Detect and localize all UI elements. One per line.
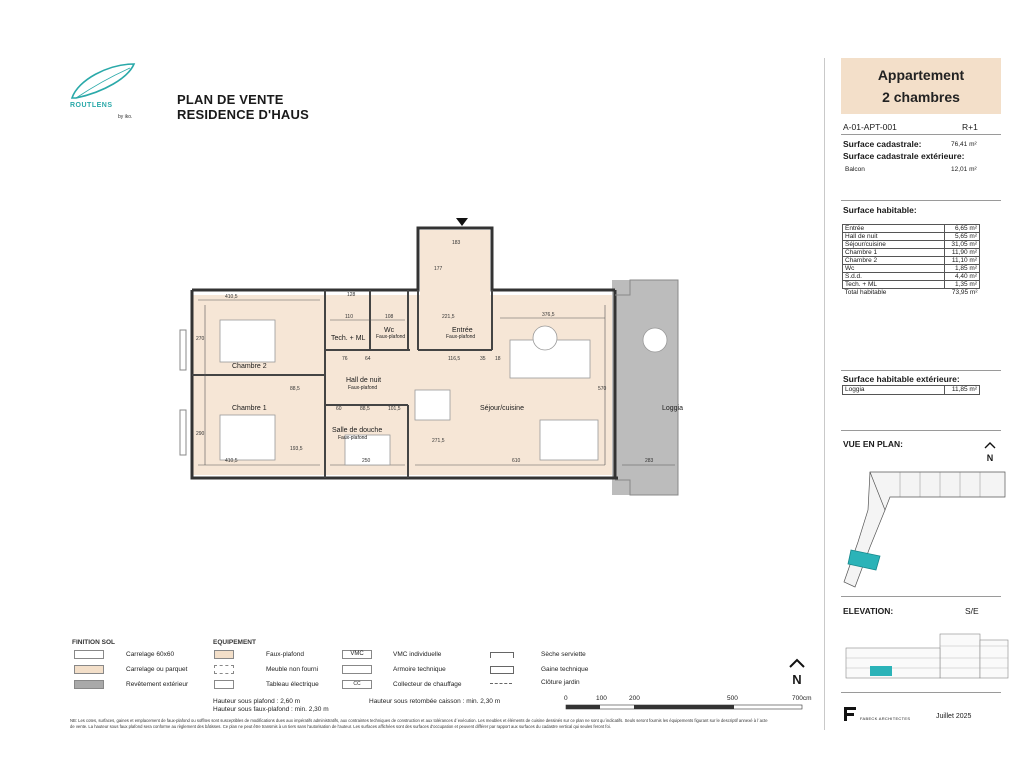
- surface-name: Séjour/cuisine: [843, 241, 945, 249]
- right-panel-separator: [824, 58, 825, 730]
- surface-habitable-title: Surface habitable:: [843, 205, 917, 215]
- dim-label: 60: [336, 406, 342, 412]
- legend-equip-5: Armoire technique: [393, 666, 446, 673]
- dim-label: 183: [452, 240, 461, 246]
- dim-label: 271,5: [432, 438, 445, 444]
- balcon-label: Balcon: [845, 166, 865, 173]
- surface-name: S.d.d.: [843, 273, 945, 281]
- legend-equip-8: Gaine technique: [541, 666, 589, 673]
- divider: [841, 692, 1001, 693]
- surface-name: Wc: [843, 265, 945, 273]
- divider: [841, 370, 1001, 371]
- surface-value: 11,90 m²: [945, 249, 980, 257]
- hauteur-plafond: Hauteur sous plafond : 2,60 m: [213, 698, 301, 705]
- dim-label: 193,5: [290, 446, 303, 452]
- surface-name: Tech. + ML: [843, 281, 945, 289]
- room-entree-sub: Faux-plafond: [446, 334, 476, 340]
- dim-label: 35: [480, 356, 486, 362]
- room-wc: Wc: [384, 327, 395, 334]
- bed-chambre1: [220, 415, 275, 460]
- architect-f-icon: [843, 706, 857, 722]
- vue-north-letter: N: [986, 453, 994, 463]
- gaine-icon: [490, 666, 514, 674]
- tag-vmc: VMC: [342, 650, 372, 659]
- surface-value: 11,10 m²: [945, 257, 980, 265]
- legal-note-line1: NB: Les cotes, surfaces, gaines et emplacement de faux-plafond ou soffites sont susceptibles de modifications dues aux impératifs administratifs, aux contraintes techniques de construction et aux tolérances d´exécution. Les meubles et éléments de cuisine dessinés sur ce plan ne sont qu´indicatifs. Seuls seront fournis les équipements figurant sur le descriptif annexé à l´acte: [70, 718, 768, 723]
- legend-finition-title: FINITION SOL: [72, 639, 115, 646]
- page-title: [177, 92, 309, 122]
- surface-value: 1,35 m²: [945, 281, 980, 289]
- tag-armoire: [342, 665, 372, 674]
- legend-north: [789, 655, 805, 687]
- scale-bar: [560, 704, 810, 712]
- room-sejour: Séjour/cuisine: [480, 405, 524, 412]
- room-sdd-sub: Faux-plafond: [338, 435, 368, 441]
- north-arrow-icon: [789, 658, 805, 668]
- swatch-carrelage: [74, 650, 104, 659]
- surface-name: Chambre 1: [843, 249, 945, 257]
- room-hall: Hall de nuit: [346, 377, 382, 384]
- apartment-reference: A-01-APT-001: [843, 122, 897, 132]
- swatch-meuble: [214, 665, 234, 674]
- elevation-title: ELEVATION:: [843, 606, 894, 616]
- room-entree: Entrée: [452, 327, 473, 334]
- balcon-value: 12,01 m²: [951, 166, 977, 173]
- dim-label: 108: [385, 314, 394, 320]
- apartment-type-box: [841, 58, 1001, 114]
- surface-value: 5,65 m²: [945, 233, 980, 241]
- apartment-level: R+1: [962, 122, 978, 132]
- room-chambre2: Chambre 2: [232, 363, 267, 370]
- surface-value: 6,65 m²: [945, 225, 980, 233]
- legend-finition-2: Carrelage ou parquet: [126, 666, 188, 673]
- elevation-drawing: [840, 626, 1010, 682]
- surface-cadastrale-label: Surface cadastrale:: [843, 139, 922, 149]
- dim-label: 76: [342, 356, 348, 362]
- dim-label: 177: [434, 266, 443, 272]
- seche-serviette-icon: [490, 652, 514, 658]
- legend-finition-1: Carrelage 60x60: [126, 651, 175, 658]
- architect-name: FABECK ARCHITECTES: [860, 716, 911, 721]
- title-line1: PLAN DE VENTE: [177, 92, 284, 107]
- surface-value: 1,85 m²: [945, 265, 980, 273]
- legend-equipement-title: EQUIPEMENT: [213, 639, 256, 646]
- dim-label: 570: [598, 386, 607, 392]
- ext-value: 11,85 m²: [945, 386, 980, 395]
- legend-equip-2: Meuble non fourni: [266, 666, 319, 673]
- elevation-orientation: S/E: [965, 606, 979, 616]
- legend-equip-6: Collecteur de chauffage: [393, 681, 462, 688]
- legend-equip-9: Clôture jardin: [541, 679, 580, 686]
- divider: [841, 200, 1001, 201]
- swatch-tableau: [214, 680, 234, 689]
- dim-label: 18: [495, 356, 501, 362]
- kitchen-island: [415, 390, 450, 420]
- logo-text: ROUTLENS: [70, 102, 113, 109]
- legal-note-line2: de vente. La hauteur sous faux plafond sera conforme au règlement des bâtisses. Ce plan ne peut être transmis à un tiers sans l'autorisation de l'auteur. Les surfaces affichées sont des surfaces d'occupation et peuvent différer par rapport aux surfaces du cadastre vertical qui seules feront foi.: [70, 724, 611, 729]
- bed-chambre2: [220, 320, 275, 362]
- dim-label: 88,5: [360, 406, 370, 412]
- dim-label: 128: [347, 292, 356, 298]
- table-row: [843, 386, 980, 395]
- logo-leaf-icon: [68, 60, 140, 104]
- north-arrow-icon: [984, 441, 996, 449]
- surface-cadastrale-ext-label: Surface cadastrale extérieure:: [843, 151, 965, 161]
- room-sdd: Salle de douche: [332, 427, 383, 434]
- architect-logo: [843, 706, 857, 727]
- dim-label: 376,5: [542, 312, 555, 318]
- dim-label: 221,5: [442, 314, 455, 320]
- legend-north-letter: N: [792, 672, 802, 687]
- dim-label: 64: [365, 356, 371, 362]
- tag-cc: CC: [342, 680, 372, 689]
- room-loggia: Loggia: [662, 405, 684, 412]
- dim-label: 250: [362, 458, 371, 464]
- legend-equip-7: Sèche serviette: [541, 651, 586, 658]
- surface-exterieure-title: Surface habitable extérieure:: [843, 374, 960, 384]
- room-hall-sub: Faux-plafond: [348, 385, 378, 391]
- legend-equip-1: Faux-plafond: [266, 651, 304, 658]
- total-label: Total habitable: [844, 289, 887, 296]
- surface-name: Chambre 2: [843, 257, 945, 265]
- divider: [841, 430, 1001, 431]
- vue-north-indicator: [984, 436, 996, 463]
- dim-label: 290: [196, 431, 205, 437]
- loggia-table: [643, 328, 667, 352]
- surface-name: Entrée: [843, 225, 945, 233]
- scale-tick: 200: [629, 695, 640, 702]
- floor-plan: [150, 210, 710, 510]
- hauteur-caisson: Hauteur sous retombée caisson : min. 2,30 m: [369, 698, 501, 705]
- cloture-icon: [490, 683, 512, 685]
- scale-tick: 500: [727, 695, 738, 702]
- surface-exterieure-table: [842, 385, 980, 395]
- legend-equip-3: Tableau électrique: [266, 681, 319, 688]
- table-row: [843, 265, 980, 273]
- surface-cadastrale-value: 76,41 m²: [951, 141, 977, 148]
- table-total-row: [843, 289, 980, 297]
- surface-habitable-table: [842, 224, 980, 296]
- logo: [68, 60, 140, 104]
- table-row: [843, 233, 980, 241]
- swatch-parquet: [74, 665, 104, 674]
- surface-name: Hall de nuit: [843, 233, 945, 241]
- dim-label: 410,5: [225, 294, 238, 300]
- divider: [841, 596, 1001, 597]
- dining-table: [540, 420, 598, 460]
- table-row: [843, 225, 980, 233]
- room-wc-sub: Faux-plafond: [376, 334, 406, 340]
- entrance-arrow-icon: [456, 218, 468, 226]
- room-chambre1: Chambre 1: [232, 405, 267, 412]
- building-wing: [870, 472, 1005, 510]
- dim-label: 116,5: [448, 356, 461, 362]
- site-plan-map: [840, 462, 1010, 592]
- surface-value: 4,40 m²: [945, 273, 980, 281]
- dim-label: 88,5: [290, 386, 300, 392]
- table-row: [843, 273, 980, 281]
- ext-name: Loggia: [843, 386, 945, 395]
- apartment-type-line1: Appartement: [877, 67, 965, 83]
- footer-date: Juillet 2025: [936, 713, 972, 720]
- total-value: 73,95 m²: [951, 289, 978, 296]
- dim-label: 101,5: [388, 406, 401, 412]
- dim-label: 283: [645, 458, 654, 464]
- table-row: [843, 281, 980, 289]
- surface-value: 31,05 m²: [945, 241, 980, 249]
- round-table: [533, 326, 557, 350]
- swatch-exterieur: [74, 680, 104, 689]
- legal-note: [70, 718, 810, 730]
- title-line2: RESIDENCE D'HAUS: [177, 107, 309, 122]
- hauteur-faux-plafond: Hauteur sous faux-plafond : min. 2,30 m: [213, 706, 329, 713]
- table-row: [843, 241, 980, 249]
- elevation-highlight: [870, 666, 892, 676]
- swatch-faux-plafond: [214, 650, 234, 659]
- legend-equip-4: VMC individuelle: [393, 651, 442, 658]
- scale-tick: 0: [564, 695, 568, 702]
- scale-tick: 100: [596, 695, 607, 702]
- apartment-type-line2: 2 chambres: [882, 89, 960, 105]
- scale-tick: 700cm: [792, 695, 812, 702]
- legend-finition-3: Revêtement extérieur: [126, 681, 189, 688]
- room-tech: Tech. + ML: [331, 335, 366, 342]
- dim-label: 110: [345, 314, 353, 320]
- dim-label: 610: [512, 458, 521, 464]
- dim-label: 270: [196, 336, 205, 342]
- logo-by: by iko.: [118, 114, 133, 120]
- divider: [841, 134, 1001, 135]
- table-row: [843, 257, 980, 265]
- table-row: [843, 249, 980, 257]
- vue-en-plan-title: VUE EN PLAN:: [843, 439, 903, 449]
- dim-label: 410,5: [225, 458, 238, 464]
